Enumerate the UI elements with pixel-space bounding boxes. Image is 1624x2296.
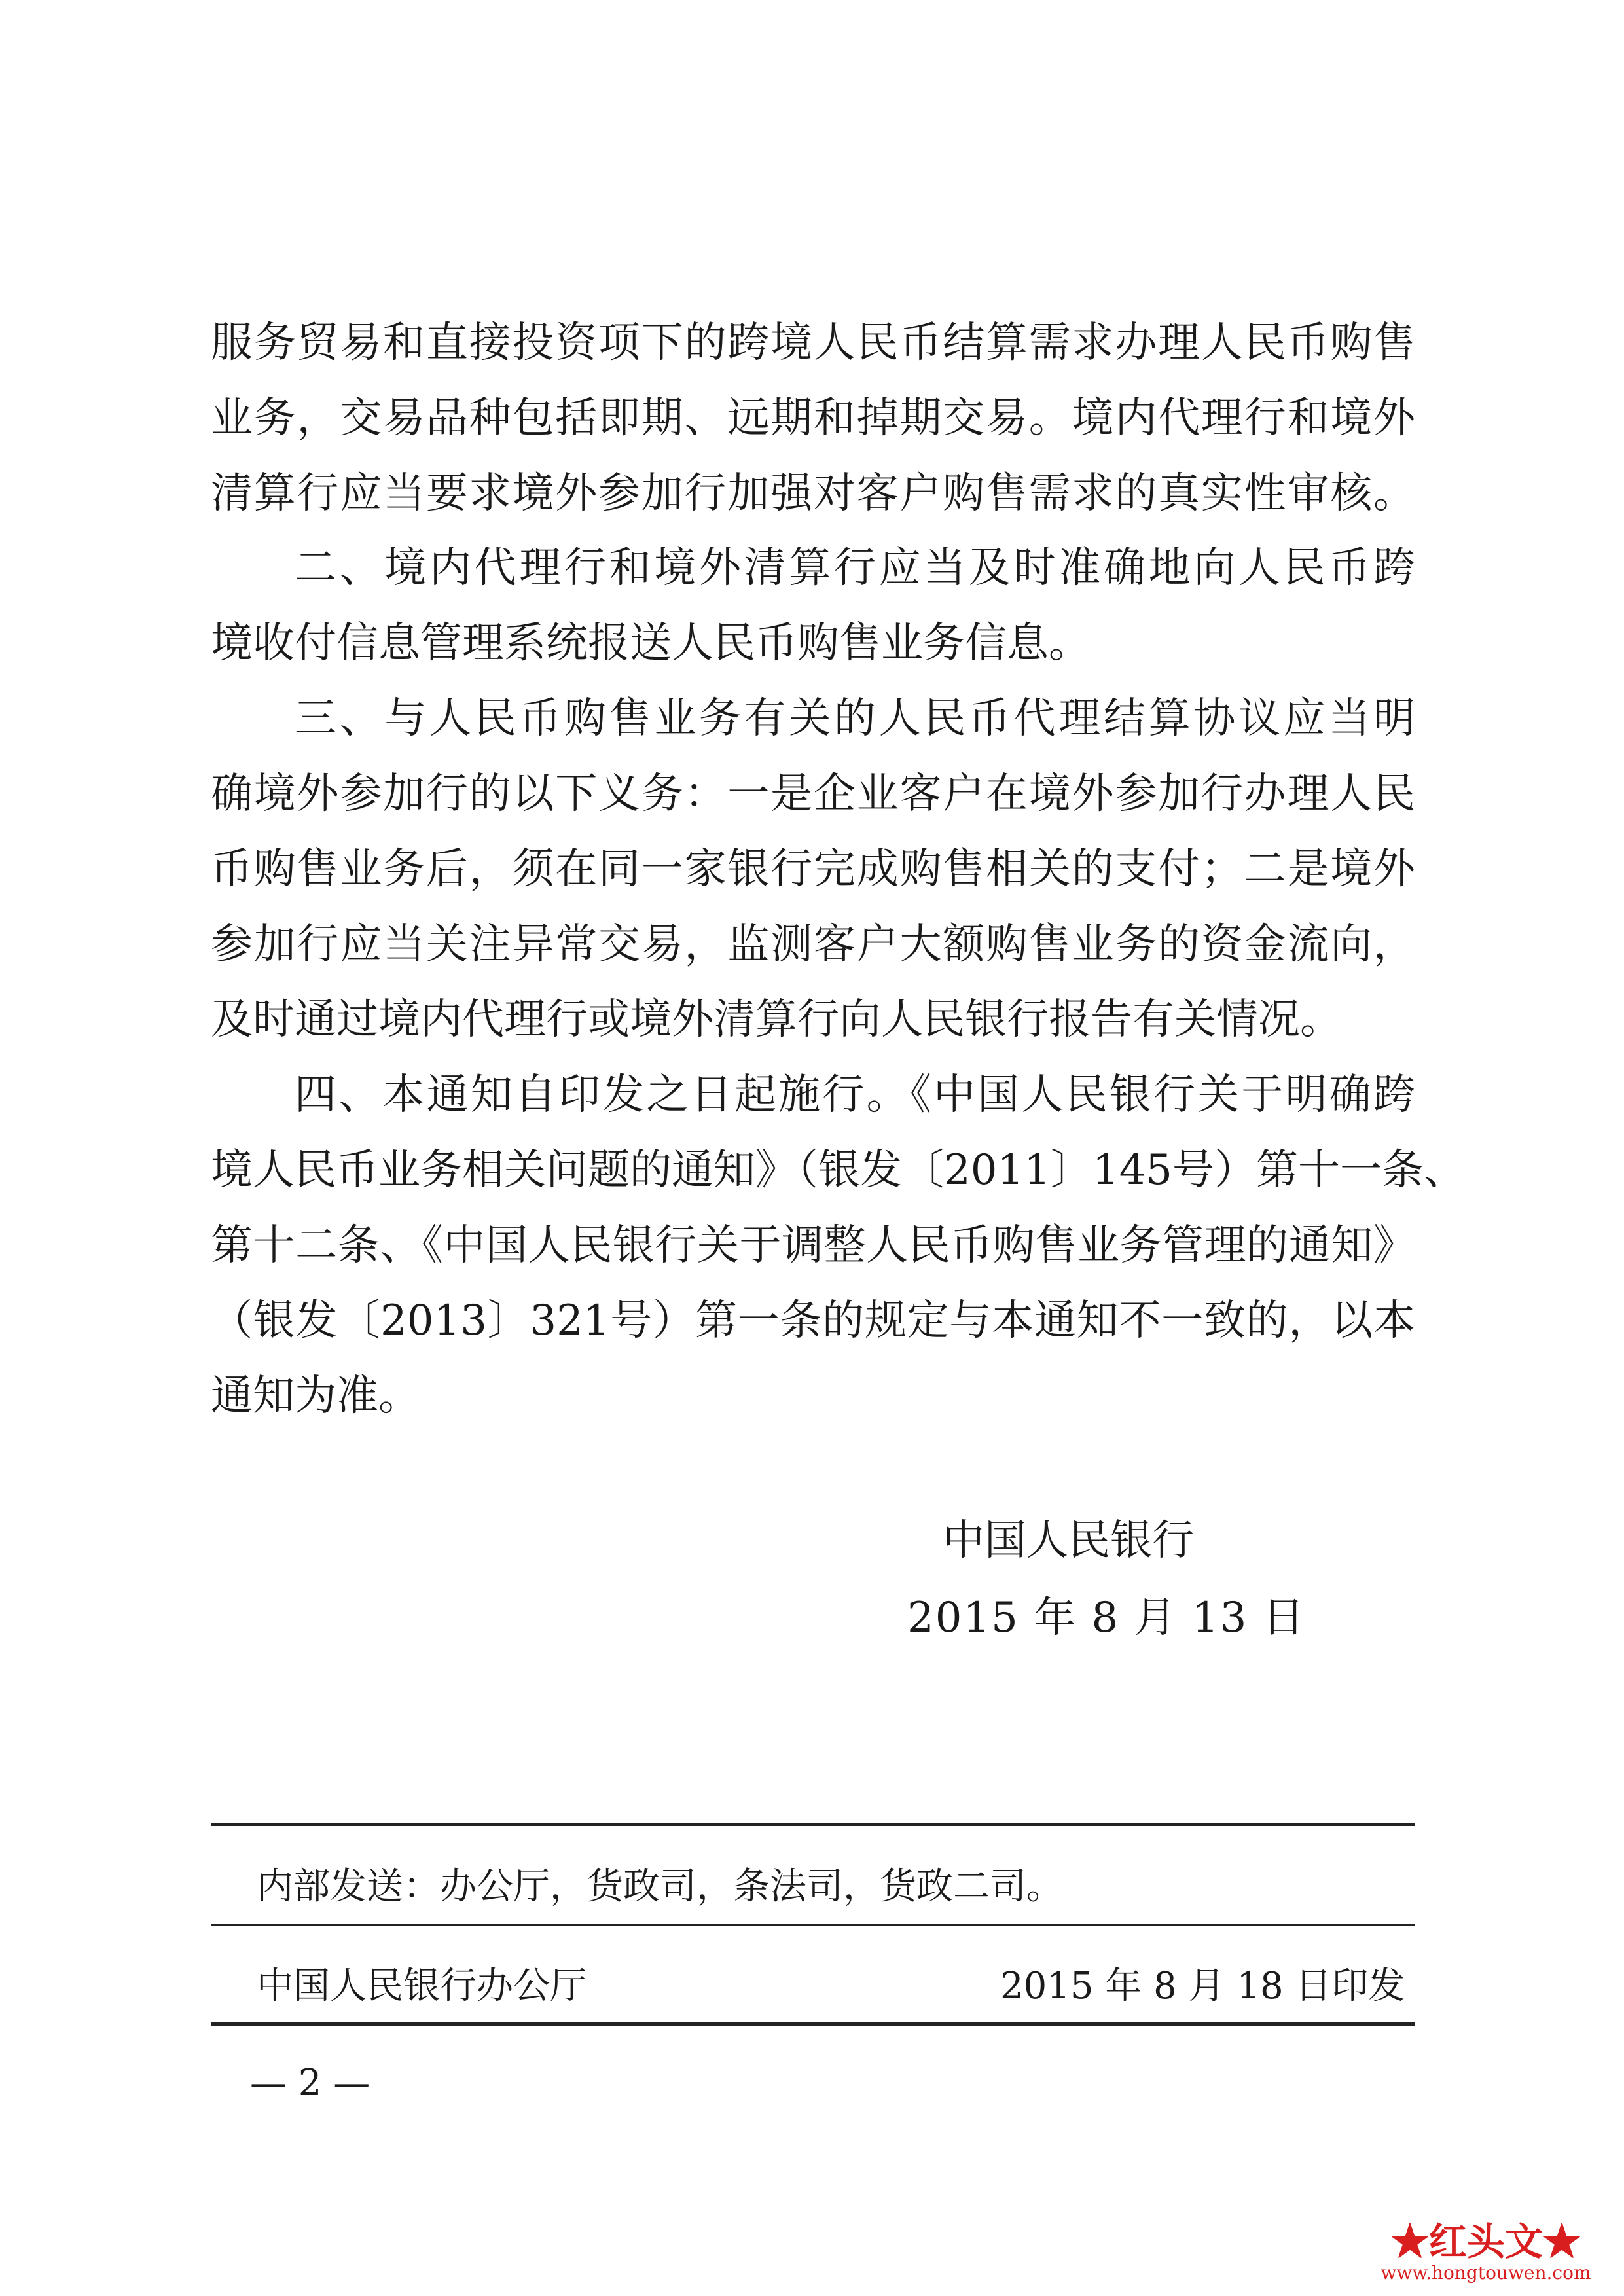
watermark bbox=[1362, 2211, 1610, 2289]
body-line-1: 服务贸易和直接投资项下的跨境人民币结算需求办理人民币购售 bbox=[211, 319, 1415, 367]
body-line-8: 币购售业务后，须在同一家银行完成购售相关的支付；二是境外 bbox=[211, 845, 1415, 893]
footer-print-date: 2015 年 8 月 18 日印发 bbox=[1000, 1965, 1405, 2007]
signature-date: 2015 年 8 月 13 日 bbox=[907, 1594, 1306, 1642]
body-line-9: 参加行应当关注异常交易，监测客户大额购售业务的资金流向， bbox=[211, 920, 1415, 969]
body-line-14: （银发〔2013〕321号）第一条的规定与本通知不一致的，以本 bbox=[211, 1297, 1415, 1345]
footer-bottom-rule bbox=[211, 2022, 1415, 2026]
body-line-6: 三、与人民币购售业务有关的人民币代理结算协议应当明 bbox=[295, 694, 1415, 743]
footer-office: 中国人民银行办公厅 bbox=[257, 1965, 586, 2007]
body-line-5: 境收付信息管理系统报送人民币购售业务信息。 bbox=[211, 619, 1091, 668]
footer-top-rule bbox=[211, 1823, 1415, 1826]
body-line-13: 第十二条、《中国人民银行关于调整人民币购售业务管理的通知》 bbox=[211, 1221, 1415, 1270]
body-line-15: 通知为准。 bbox=[211, 1372, 420, 1420]
body-line-10: 及时通过境内代理行或境外清算行向人民银行报告有关情况。 bbox=[211, 996, 1342, 1044]
body-line-11: 四、本通知自印发之日起施行。《中国人民银行关于明确跨 bbox=[295, 1071, 1415, 1119]
footer-distribution: 内部发送：办公厅，货政司，条法司，货政二司。 bbox=[257, 1865, 1063, 1908]
body-line-12: 境人民币业务相关问题的通知》（银发〔2011〕145号）第十一条、 bbox=[211, 1146, 1466, 1194]
watermark-title: ★红头文★ bbox=[1390, 2219, 1581, 2264]
body-line-7: 确境外参加行的以下义务：一是企业客户在境外参加行办理人民 bbox=[211, 770, 1415, 818]
watermark-url: www.hongtouwen.com bbox=[1380, 2262, 1591, 2284]
page-number: — 2 — bbox=[250, 2062, 370, 2104]
body-line-3: 清算行应当要求境外参加行加强对客户购售需求的真实性审核。 bbox=[211, 469, 1415, 518]
body-line-2: 业务，交易品种包括即期、远期和掉期交易。境内代理行和境外 bbox=[211, 394, 1415, 442]
footer-middle-rule bbox=[211, 1924, 1415, 1926]
signature-issuer: 中国人民银行 bbox=[943, 1516, 1194, 1565]
body-line-4: 二、境内代理行和境外清算行应当及时准确地向人民币跨 bbox=[295, 544, 1415, 592]
